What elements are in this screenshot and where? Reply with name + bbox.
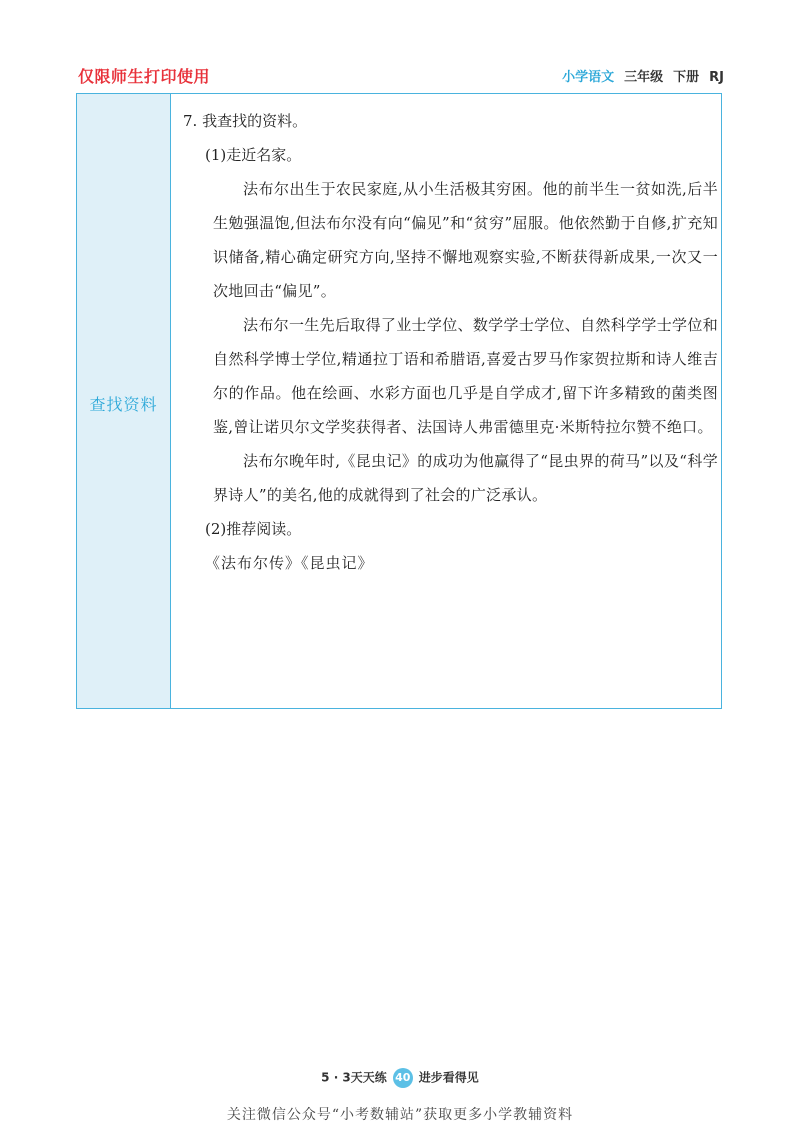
usage-notice: 仅限师生打印使用 <box>78 67 211 86</box>
grade-label: 三年级 <box>624 70 664 85</box>
watermark-text: 关注微信公众号“小考数辅站”获取更多小学教辅资料 <box>226 1107 574 1123</box>
page-footer <box>0 1068 800 1088</box>
part2-title: (2)推荐阅读。 <box>205 520 302 538</box>
book-info <box>562 66 724 85</box>
question-title: 7. 我查找的资料。 <box>183 112 308 130</box>
part1-title: (1)走近名家。 <box>205 146 302 164</box>
section-label: 查找资料 <box>89 395 158 414</box>
volume-label: 下册 <box>673 70 700 85</box>
subject-label: 小学语文 <box>562 70 615 85</box>
footer-series: 5 · 3天天练 <box>321 1070 387 1085</box>
content-body <box>183 104 718 580</box>
page-number: 40 <box>393 1068 413 1088</box>
paragraph-1: 法布尔出生于农民家庭,从小生活极其穷困。他的前半生一贫如洗,后半生勉强温饱,但法布尔没有向“偏见”和“贫穷”屈服。他依然勤于自修,扩充知识储备,精心确定研究方向,坚持不懈地观察实验,不断获得新成果,一次又一次地回击“偏见”。 <box>213 180 718 300</box>
paragraph-3: 法布尔晚年时,《昆虫记》的成功为他赢得了“昆虫界的荷马”以及“科学界诗人”的美名,他的成就得到了社会的广泛承认。 <box>213 452 718 504</box>
footer-slogan: 进步看得见 <box>418 1070 479 1085</box>
edition-label: RJ <box>709 70 724 85</box>
paragraph-2: 法布尔一生先后取得了业士学位、数学学士学位、自然科学学士学位和自然科学博士学位,精通拉丁语和希腊语,喜爱古罗马作家贺拉斯和诗人维吉尔的作品。他在绘画、水彩方面也几乎是自学成才,留下许多精致的菌类图鉴,曾让诺贝尔文学奖获得者、法国诗人弗雷德里克·米斯特拉尔赞不绝口。 <box>213 316 718 436</box>
recommended-books: 《法布尔传》《昆虫记》 <box>205 554 374 572</box>
section-sidebar <box>77 94 171 708</box>
content-frame <box>76 93 722 709</box>
